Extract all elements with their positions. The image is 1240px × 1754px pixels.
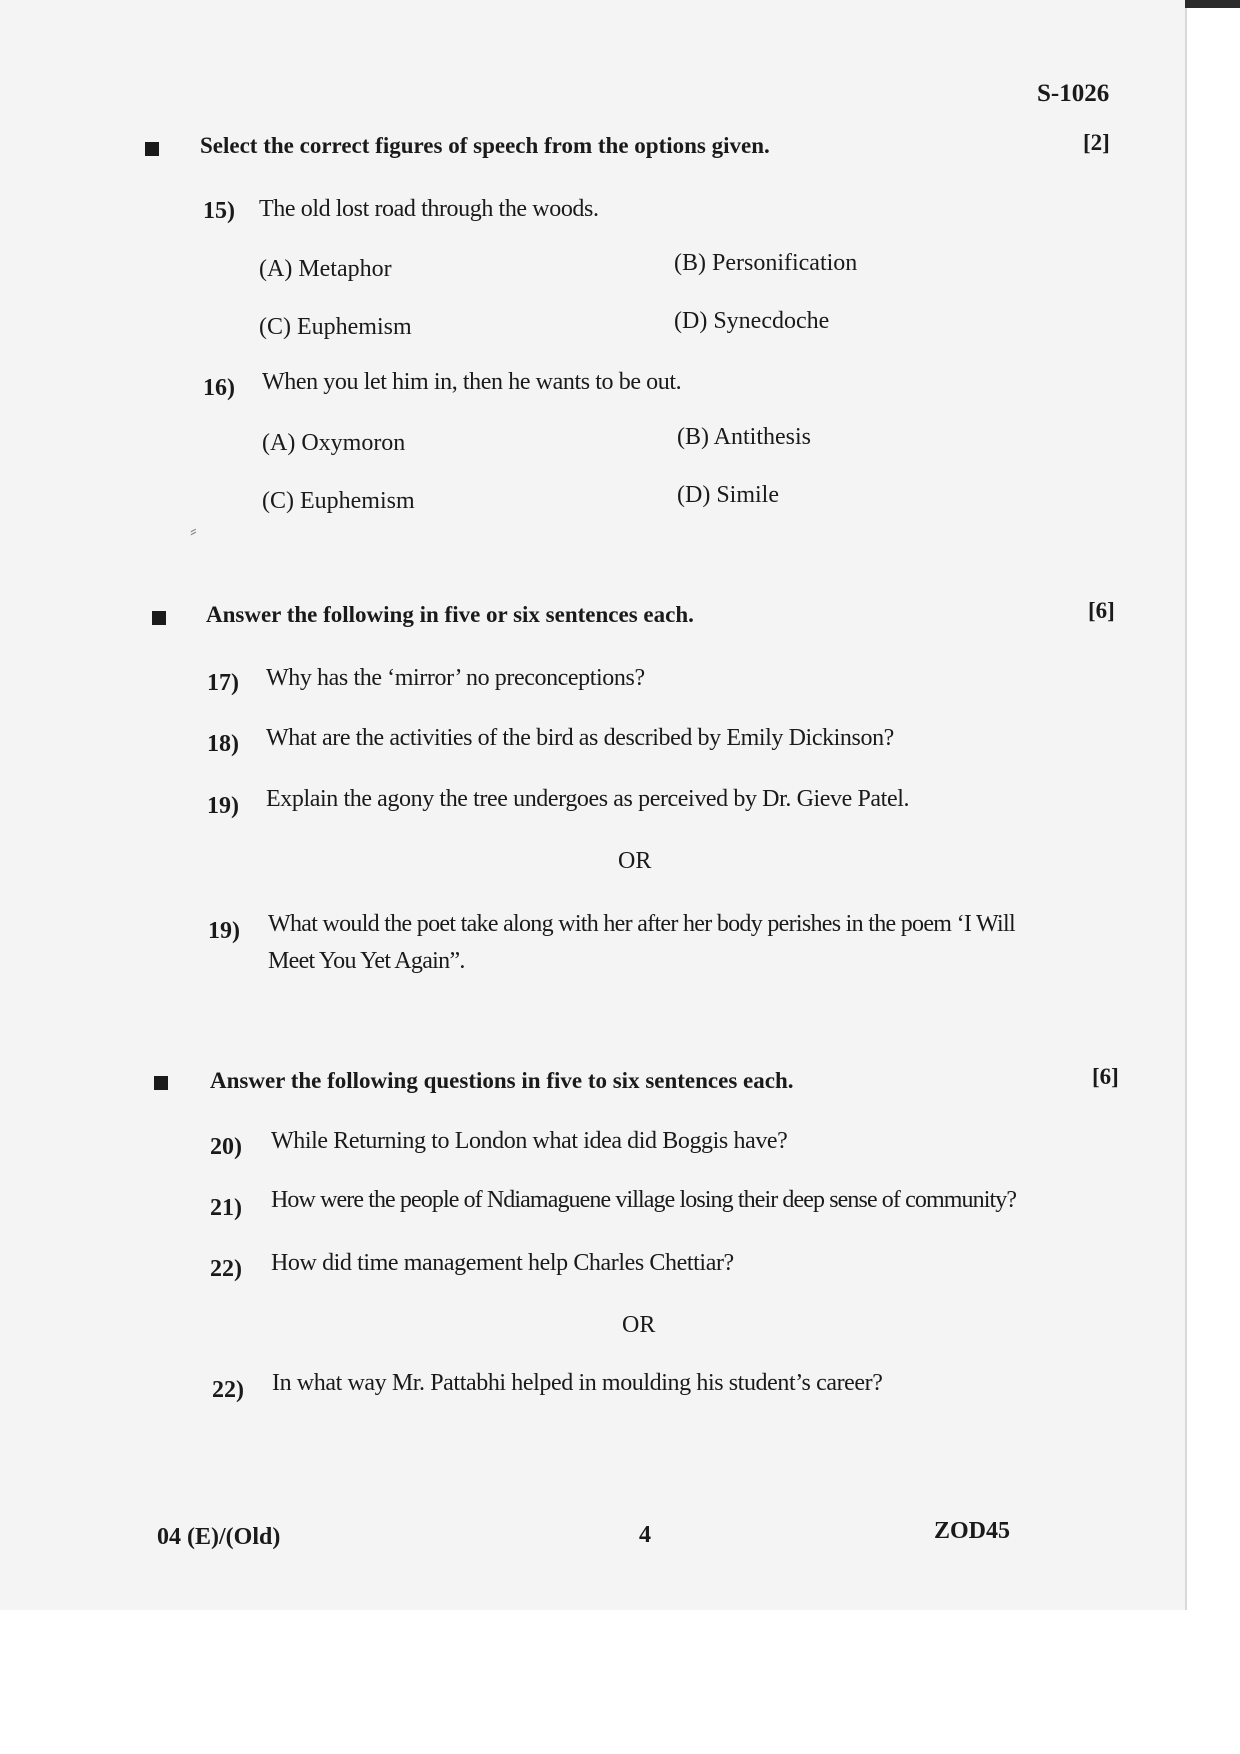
question-number: 22): [210, 1256, 242, 1282]
question-number: 22): [212, 1377, 244, 1403]
question-number: 20): [210, 1134, 242, 1160]
footer-subject-code: 04 (E)/(Old): [157, 1524, 281, 1550]
question-text: In what way Mr. Pattabhi helped in moulding his student’s career?: [272, 1370, 883, 1396]
section-heading-figures-of-speech: Select the correct figures of speech from the options given.: [200, 133, 770, 158]
section-heading-prose-answers: Answer the following questions in five to six sentences each.: [210, 1068, 794, 1093]
section-bullet-icon: [145, 142, 159, 156]
page-number: 4: [639, 1522, 651, 1548]
section-heading-short-answers: Answer the following in five or six sentences each.: [206, 602, 694, 627]
section-bullet-icon: [152, 611, 166, 625]
question-text: Explain the agony the tree undergoes as perceived by Dr. Gieve Patel.: [266, 786, 910, 812]
or-separator: OR: [618, 848, 652, 874]
option-b: (B) Personification: [674, 250, 858, 276]
question-text: The old lost road through the woods.: [259, 196, 599, 222]
question-number: 18): [207, 731, 239, 757]
question-number: 17): [207, 670, 239, 696]
section-bullet-icon: [154, 1076, 168, 1090]
section-marks: [2]: [1083, 130, 1110, 155]
section-marks: [6]: [1088, 598, 1115, 623]
option-d: (D) Synecdoche: [674, 308, 830, 334]
section-marks: [6]: [1092, 1064, 1119, 1089]
question-number: 19): [208, 918, 240, 944]
question-number: 15): [203, 198, 235, 224]
paper-code: S-1026: [1037, 80, 1110, 107]
option-b: (B) Antithesis: [677, 424, 812, 450]
question-text: Why has the ‘mirror’ no preconceptions?: [266, 665, 645, 691]
option-a: (A) Metaphor: [259, 256, 392, 282]
question-text: While Returning to London what idea did Boggis have?: [271, 1128, 788, 1154]
pencil-mark-icon: ⸗: [190, 520, 197, 542]
question-text-continued: Meet You Yet Again”.: [268, 948, 465, 974]
option-d: (D) Simile: [677, 482, 779, 508]
question-text: What are the activities of the bird as described by Emily Dickinson?: [266, 725, 894, 751]
scan-edge-mark: [1185, 0, 1240, 8]
question-number: 16): [203, 375, 235, 401]
question-number: 21): [210, 1195, 242, 1221]
question-text: When you let him in, then he wants to be out.: [262, 369, 682, 395]
option-c: (C) Euphemism: [262, 488, 415, 514]
question-text: How were the people of Ndiamaguene village losing their deep sense of community?: [271, 1187, 1017, 1213]
option-a: (A) Oxymoron: [262, 430, 406, 456]
question-text: How did time management help Charles Chettiar?: [271, 1250, 734, 1276]
question-number: 19): [207, 793, 239, 819]
footer-paper-code: ZOD45: [934, 1518, 1011, 1544]
or-separator: OR: [622, 1312, 656, 1338]
question-text: What would the poet take along with her after her body perishes in the poem ‘I Will: [268, 911, 1015, 937]
option-c: (C) Euphemism: [259, 314, 412, 340]
